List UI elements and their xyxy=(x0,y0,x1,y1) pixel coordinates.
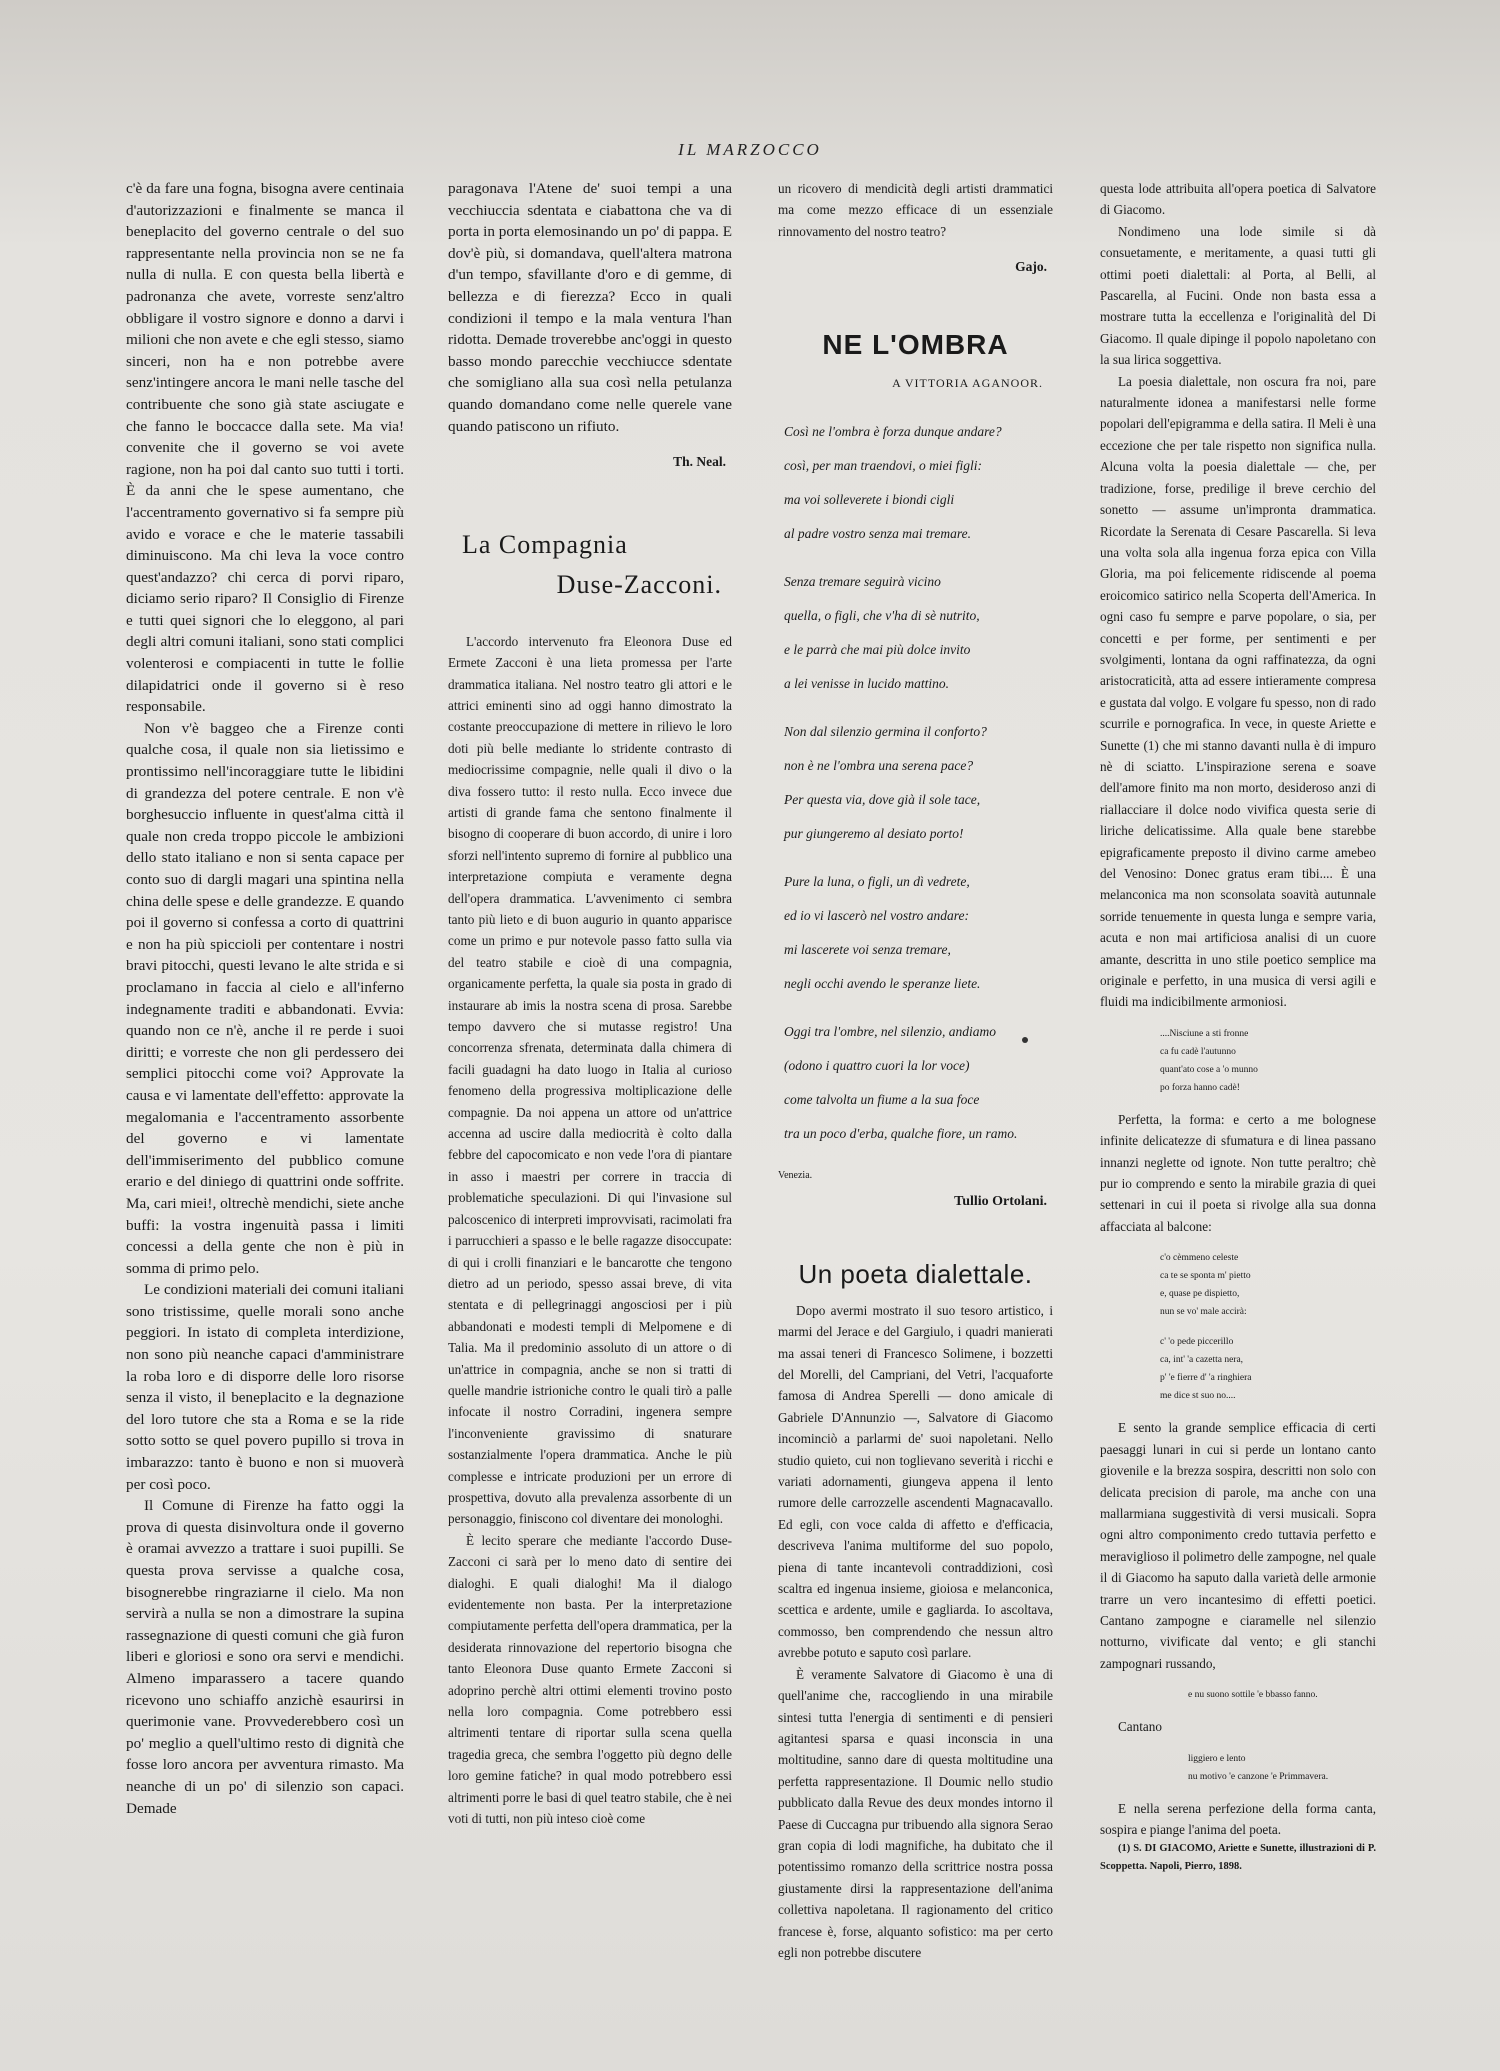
paragraph: Non v'è baggeo che a Firenze conti qualche cosa, il quale non sia lietissimo e prontissimo nell'incoraggiare tutte le libidini di grandezza del potere centrale. E non v'è borghesuccio influente in quest'alma città il quale non creda troppo piccole le ambizioni dello stato italiano e non si senta capace per conto suo di dargli magari una spintina nella china delle spese e delle grandezze. E quando poi il governo si confessa a corto di quattrini e non ha più spiccioli per contentare i nostri bravi pitocchi, questi levano le alte strida e si proclamano in faccia al cielo e all'inferno indegnamente traditi e abbandonati. Evvia: quando non ce n'è, anche il re perde i suoi diritti; e vorreste che non gli perdessero dei semplici pitocchi come voi? Approvate la causa e vi lamentate dell'effetto: approvate la megalomania e l'accentramento assorbente del governo e vi lamentate dell'immiserimento del pubblico comune erario e del diniego di quattrini onde soffrite. Ma, cari miei!, oltrechè mendichi, siete anche buffi: la vostra ingenuità passa i limiti concessi a della gente che non è più in somma di primo pelo. xyxy=(126,719,404,1277)
verse-quote xyxy=(1100,1750,1376,1786)
poem-dedication: A VITTORIA AGANOOR. xyxy=(892,376,1043,391)
paragraph: questa lode attribuita all'opera poetica di Salvatore di Giacomo. xyxy=(1100,181,1376,218)
poem-line: e le parrà che mai più dolce invito xyxy=(784,642,971,657)
paragraph: Il Comune di Firenze ha fatto oggi la prova di questa disinvoltura onde il governo è oramai avvezzo a trattare i suoi pupilli. Se questa prova servisse a qualche cosa, bisognerebbe ringraziarne il cielo. Ma non servirà a nulla se non a dimostrare la supina rassegnazione di questi comuni che già furon liberi e gloriosi e sono ora servi e mendichi. Almeno imparassero a tacere quando ricevono uno schiaffo anzichè esaurirsi in querimonie vane. Provvederebbero così un po' meglio a quell'ultimo resto di dignità che fosse loro ancora per avventura rimasto. Ma neanche di un po' di silenzio son capaci. Demade xyxy=(126,1497,404,1817)
verse-quote xyxy=(1100,1333,1376,1405)
article-title-poeta: Un poeta dialettale. xyxy=(798,1259,1033,1290)
poem-stanza xyxy=(784,415,1053,551)
poem-line: tra un poco d'erba, qualche fiore, un ramo. xyxy=(784,1126,1018,1141)
poem-line: ed io vi lascerò nel vostro andare: xyxy=(784,908,969,923)
paragraph: Le condizioni materiali dei comuni italiani sono tristissime, quelle morali sono anche peggiori. In istato di completa interdizione, non sono più neanche capaci d'amministrare la roba loro e di disporre delle loro risorse senza il visto, il beneplacito e la degnazione del loro tutore che sta a Roma e se la ride sotto sotto se quel povero pupillo si trova in imbarazzo: tanto è buono e non si muoverà per così poco. xyxy=(126,1281,404,1493)
paragraph: Cantano xyxy=(1118,1719,1162,1735)
poem-line: a lei venisse in lucido mattino. xyxy=(784,676,949,691)
paragraph: Perfetta, la forma: e certo a me bolognese infinite delicatezze di sfumatura e di linea passano innanzi neglette od ignote. Non tutte peraltro; chè pur io comprendo e sento la mirabile grazia di quei settenari in cui il poeta si rivolge alla sua donna affacciata al balcone: xyxy=(1100,1111,1376,1234)
verse-line: ca, int' 'a cazetta nera, xyxy=(1160,1355,1244,1366)
verse-line: c'o cèmmeno celeste xyxy=(1160,1253,1239,1264)
verse-line: p' 'e fierre d' 'a ringhiera xyxy=(1160,1373,1252,1384)
verse-line: nu motivo 'e canzone 'e Primmavera. xyxy=(1188,1771,1329,1782)
footnote: (1) S. DI GIACOMO, Ariette e Sunette, illustrazioni di P. Scoppetta. Napoli, Pierro, 1898. xyxy=(1100,1843,1376,1873)
verse-line: ca fu cadè l'autunno xyxy=(1160,1046,1236,1057)
poem-line: Oggi tra l'ombre, nel silenzio, andiamo xyxy=(784,1024,997,1039)
ink-spot xyxy=(1022,1037,1028,1043)
poem-line: pur giungeremo al desiato porto! xyxy=(784,826,964,841)
poem-place: Venezia. xyxy=(778,1170,813,1181)
verse-line: e, quase pe dispietto, xyxy=(1160,1289,1240,1300)
verse-quote: e nu suono sottile 'e bbasso fanno. xyxy=(1188,1690,1318,1701)
column-3 xyxy=(778,178,1053,1963)
poem-line: negli occhi avendo le speranze liete. xyxy=(784,976,981,991)
column-2 xyxy=(448,178,732,1829)
column-1 xyxy=(126,178,404,1819)
poem-line: come talvolta un fiume a la sua foce xyxy=(784,1092,980,1107)
signature: Gajo. xyxy=(1015,259,1047,275)
paragraph: E nella serena perfezione della forma canta, sospira e piange l'anima del poeta. xyxy=(1100,1800,1376,1837)
verse-line: ca te se sponta m' pietto xyxy=(1160,1271,1251,1282)
poem-signature: Tullio Ortolani. xyxy=(954,1193,1047,1209)
paragraph: Dopo avermi mostrato il suo tesoro artistico, i marmi del Jerace e del Gargiulo, i quadri manierati ma assai teneri di Francesco Solimene, i bozzetti del Morelli, del Campriani, del Vetri, l'acquaforte famosa di Andrea Sperelli — dono amicale di Gabriele D'Annunzio —, Salvatore di Giacomo incominciò a parlarmi de' suoi napoletani. Nello studio quieto, cui non toglievano severità i ricchi e variati adornamenti, giungeva appena il lento rumore delle carrozzelle ascendenti Magnacavallo. Ed egli, con voce calda di affetto e d'efficacia, descriveva l'anima multiforme del suo popolo, piena di tante incantevoli contraddizioni, così scaltra ed ingenua insieme, gioiosa e melanconica, scettica e ardente, umile e gagliarda. Io ascoltava, commosso, ben comprendendo che nessun altro avrebbe potuto e saputo così parlare. xyxy=(778,1302,1053,1661)
verse-line: c' 'o pede piccerillo xyxy=(1160,1337,1234,1348)
poem-line: non è ne l'ombra una serena pace? xyxy=(784,758,974,773)
paragraph: L'accordo intervenuto fra Eleonora Duse ed Ermete Zacconi è una lieta promessa per l'arte drammatica italiana. Nel nostro teatro gli attori e le attrici eminenti sino ad oggi hanno dimostrato la costante preoccupazione di mettere in rilievo le loro doti più belle mediante lo stridente contrasto di mediocrissime compagnie, nelle quali il divo o la diva fossero tutto: il resto nulla. Ecco invece due artisti di grande fama che sentono finalmente il bisogno di cooperare di buon accordo, di unire i loro sforzi nell'intento supremo di fornire al pubblico una interpretazione compiuta e veramente degna dell'opera drammatica. L'avvenimento ci sembra tanto più lieto e di buon augurio in quanto apparisce come un primo e pur notevole passo fatto sulla via del teatro stabile e cioè di una compagnia, organicamente perfetta, la quale sia posta in grado di instaurare ab imis la nostra scena di prosa. Sarebbe tempo davvero che si mutasse registro! Una concorrenza sfrenata, determinata dalla chimera di facili guadagni ha dato luogo in Italia al curioso fenomeno della progressiva moltiplicazione delle compagnie. Da noi appena un attore od un'attrice accenna ad uscire dalla mediocrità è colto dalla febbre del capocomicato e non vede l'ora di piantare in asso i maestri per correre in traccia di problematiche speculazioni. Di qui l'invasione sul palcoscenico di interpreti improvvisati, racimolati fra i parrucchieri a spasso e le belle ragazze disoccupate: di qui i crolli finanziari e le bancarotte che tengono dietro ad un periodo, spesso assai breve, di vita stentata e di pellegrinaggi angosciosi per i più abbandonati e modesti templi di Melpomene e di Talia. Ma il predominio assoluto di un attore o di un'attrice in compagnia, anche se non si tratti di quelle mandrie istrioniche contro le quali tirò a palle infocate il nostro Corradini, ingenera sempre l'inconveniente gravissimo di snaturare sostanzialmente l'opera drammatica. Anche le più complesse e intricate produzioni per un errore di prospettiva, dovuto alla prevalenza assorbente di un personaggio, finiscono col diventare dei monologhi. xyxy=(448,633,732,1527)
title-line-2: Duse-Zacconi. xyxy=(556,569,722,599)
column-4 xyxy=(1100,178,1376,1876)
poem-stanza xyxy=(784,865,1053,1001)
poem-title: NE L'OMBRA xyxy=(822,328,1009,360)
verse-line: liggiero e lento xyxy=(1188,1753,1246,1764)
poem-line: Per questa via, dove già il sole tace, xyxy=(784,792,981,807)
poem-line: Non dal silenzio germina il conforto? xyxy=(784,724,987,739)
poem-stanza xyxy=(784,565,1053,701)
poem-line: quella, o figli, che v'ha di sè nutrito, xyxy=(784,608,980,623)
paragraph: È veramente Salvatore di Giacomo è una di quell'anime che, raccogliendo in una mirabile sintesi tutta l'energia di sentimenti e di pensieri agitantesi sparsa e quasi inconscia in una moltitudine, sanno dare di questa moltitudine una perfetta rappresentazione. Il Doumic nello studio pubblicato dalla Revue des deux mondes intorno il Paese di Cuccagna pur tribuendo alla signora Serao gran copia di lodi magnifiche, ha dubitato che il potentissimo romanzo della scrittrice nostra possa giustamente dirsi la rappresentazione dell'anima collettiva napoletana. Il ragionamento del critico francese è, forse, alquanto sofistico: ma per certo egli non potrebbe discutere xyxy=(778,1666,1053,1960)
title-line-1: La Compagnia xyxy=(462,529,628,559)
signature: Th. Neal. xyxy=(673,454,726,470)
paragraph: Nondimeno una lode simile si dà consuetamente, e meritamente, a quasi tutti gli ottimi poeti dialettali: al Porta, al Belli, al Pascarella, al Fucini. Onde non basta essa a mostrare tutta la eccellenza e l'originalità del Di Giacomo. Il quale dipinge il popolo napoletano con la sua lirica soggettiva. xyxy=(1100,223,1376,368)
verse-quote xyxy=(1100,1249,1376,1321)
paragraph: paragonava l'Atene de' suoi tempi a una vecchiuccia sdentata e ciabattona che va di porta in porta elemosinando un po' di pappa. E dov'è più, si domandava, quell'altera matrona d'un tempo, sfavillante d'oro e di gemme, di bellezza e di fierezza? Ecco in quali condizioni il tempo e la mala ventura l'han ridotta. Demade troverebbe anc'oggi in questo basso mondo parecchie vecchiucce sdentate che somigliano alla sua così nella petulanza quando domandano come nelle querele vane quando patiscono un rifiuto. xyxy=(448,180,732,435)
poem-line: Così ne l'ombra è forza dunque andare? xyxy=(784,424,1002,439)
poem xyxy=(778,415,1053,1151)
poem-line: al padre vostro senza mai tremare. xyxy=(784,526,971,541)
paragraph: un ricovero di mendicità degli artisti drammatici ma come mezzo efficace di un essenziale rinnovamento del nostro teatro? xyxy=(778,181,1053,239)
poem-line: così, per man traendovi, o miei figli: xyxy=(784,458,982,473)
verse-line: quant'ato cose a 'o munno xyxy=(1160,1064,1258,1075)
poem-line: mi lascerete voi senza tremare, xyxy=(784,942,951,957)
verse-quote xyxy=(1100,1025,1376,1097)
verse-line: ....Nisciune a sti fronne xyxy=(1160,1028,1249,1039)
paragraph: c'è da fare una fogna, bisogna avere centinaia d'autorizzazioni e finalmente se manca il beneplacito del governo centrale o del suo rappresentante nella provincia non se ne fa nulla di nulla. E con questa bella libertà e padronanza che avete, vorreste senz'altro obbligare il vostro signore e donno a darvi i milioni che non avete e che egli stesso, siamo sinceri, non ha e non potrebbe avere senz'intingere ancora le mani nelle tasche del contribuente che sono già state asciugate e che fanno le boccacce dalla sete. Ma via! convenite che il governo se voi avete ragione, non ha poi dal canto suo tutti i torti. È da anni che le spese aumentano, che l'accentramento governativo si fa sempre più avido e vorace e che le materie tassabili diminuiscono. Ma chi leva la voce contro quest'andazzo? chi cerca di porvi riparo, diciamo serio riparo? Il Consiglio di Firenze e tutti quei signori che lo eleggono, al pari degli altri comuni italiani, sono stati complici volenterosi e compiacenti in tutte le follie dilapidatrici onde il governo si è reso responsabile. xyxy=(126,180,404,716)
poem-line: Senza tremare seguirà vicino xyxy=(784,574,941,589)
poem-stanza xyxy=(784,1015,1053,1151)
verse-line: po forza hanno cadè! xyxy=(1160,1082,1240,1093)
poem-stanza xyxy=(784,715,1053,851)
verse-line: me dice st suo no.... xyxy=(1160,1391,1236,1402)
poem-line: ma voi solleverete i biondi cigli xyxy=(784,492,955,507)
article-title-compagnia xyxy=(462,525,732,605)
page-header: IL MARZOCCO xyxy=(678,140,822,159)
paragraph: La poesia dialettale, non oscura fra noi, pare naturalmente idonea a manifestarsi nelle forme popolari dell'epigramma e della satira. Il Meli è una eccezione che per tale rispetto non significa nulla. Alcuna volta la poesia dialettale — che, per tradizione, forse, predilige il breve cerchio del sonetto — assume un'impronta drammatica. Ricordate la Serenata di Cesare Pascarella. Si leva una volta sola alla ingenua forza epica con Villa Gloria, ma poi felicemente ridiscende al poema eroicomico satirico nella Scoperta dell'America. In ogni caso fu sempre e parve popolare, o sia, per concetti e per forme, per sentimenti e per svolgimenti, lontana da ogni raffinatezza, da ogni aristocraticità, atta ad essere intieramente compresa e gustata dal volgo. E volgare fu spesso, non di rado scurrile e pornografica. In vece, in queste Ariette e Sunette (1) che mi stanno davanti nulla è di impuro nè di sciatto. L'inspirazione serena e soave dell'amore finito ma non morto, desideroso anzi di riallacciare il dolce nodo vivifica questa serie di liriche delicatissime. Alla quale bene starebbe epigraficamente preposto il divino carme amebeo del Venosino: Donec gratus eram tibi.... È una melanconica ma non sconsolata soavità autunnale sorride tenuemente in questa lunga e sempre varia, acuta e non mai artificiosa analisi di un cuore amante, descritta in uno stile poetico semplice ma originale e perfetto, in una musica di versi agili e fluidi ma indicibilmente armoniosi. xyxy=(1100,373,1376,1010)
paragraph: È lecito sperare che mediante l'accordo Duse-Zacconi ci sarà per lo meno dato di sentire dei dialoghi. E quali dialoghi! Ma il dialogo evidentemente non basta. Per la interpretazione compiutamente perfetta dell'opera drammatica, per la desiderata rinnovazione del repertorio bisogna che tanto Eleonora Duse quanto Ermete Zacconi si adoprino perchè altri ottimi elementi trovino posto nella loro compagnia. Come potrebbero essi altrimenti tentare di riportar sulla scena quella tragedia greca, che sembra l'oggetto più degno delle loro gemine fatiche? in qual modo potrebbero essi altrimenti porre le basi di quel teatro stabile, che è nei voti di tutti, non più inteso cioè come xyxy=(448,1532,732,1827)
paragraph: E sento la grande semplice efficacia di certi paesaggi lunari in cui si perde un lontano canto giovenile e la brezza sospira, descritti non solo con delicata precision di parole, ma anche con una mallarmiana suggestività di versi musicali. Sopra ogni altro componimento credo tuttavia perfetto e meraviglioso il polimetro delle zampogne, nel quale il di Giacomo ha saputo dalla varietà delle armonie trarre un vero incantesimo di effetti poetici. Cantano zampogne e ciaramelle nel silenzio notturno, vivificate dal vento; e gli stanchi zampognari russando, xyxy=(1100,1420,1376,1671)
poem-line: (odono i quattro cuori la lor voce) xyxy=(784,1058,970,1073)
poem-line: Pure la luna, o figli, un dì vedrete, xyxy=(784,874,970,889)
verse-line: nun se vo' male accirà: xyxy=(1160,1307,1247,1318)
